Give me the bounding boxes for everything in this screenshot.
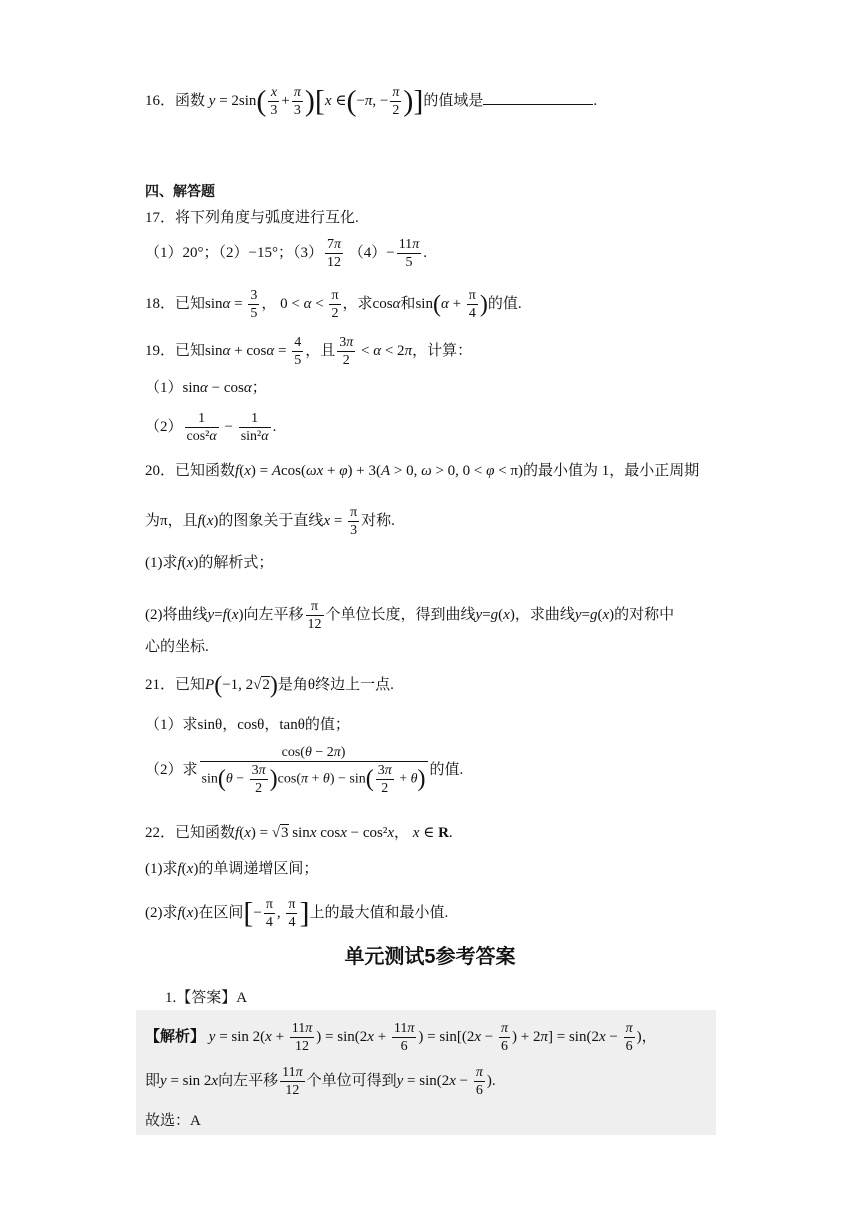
analysis-line-2: 即y = sin 2x向左平移 $\frac{11\pi}{12}$ 个单位可得到y = sin(2x − $\frac{\pi}{6}$ ). [145,1065,496,1098]
section-heading: 四、解答题 [145,183,215,199]
question-22-part2: (2)求f(x)在区间[− $\frac{\pi}{4}$ , $\frac{\pi}{4}$ ]上的最大值和最小值. [145,896,449,930]
question-20-part2: (2)将曲线y=f(x)向左平移 $\frac{\pi}{12}$ 个单位长度，得到曲线y=g(x)，求曲线y=g(x)的对称中 [145,599,675,632]
analysis-conclusion: 故选：A [145,1113,201,1129]
question-19-part2: （2） $\frac{1}{\text{cos²α}}$ − $\frac{1}{\text{sin²α}}$ . [145,411,277,444]
question-20-line2: 为π，且f(x)的图象关于直线x = $\frac{\pi}{3}$ 对称. [145,505,395,538]
question-22-part1: (1)求f(x)的单调递增区间； [145,861,319,877]
question-18: 18．已知sinα = $\frac{3}{5}$ ， 0 < α < $\frac{\pi}{2}$ ，求cosα和sin(α + $\frac{\pi}{4}$ )的值. [145,288,522,321]
question-21-part2: （2）求 cos(θ − 2π) sin(θ − $\frac{3\pi}{2}$ )cos(π + θ) − sin( $\frac{3\pi}{2}$ + θ) 的值. [145,745,464,796]
analysis-line-1: 【解析】 y = sin 2(x + $\frac{11\pi}{12}$ ) = sin(2x + $\frac{11\pi}{6}$ ) = sin[(2x − $\frac{\pi}{6}$ ) + 2π] = sin(2x − $\frac{\pi}{6}$ )， [145,1021,657,1054]
question-21-part1: （1）求sinθ，cosθ，tanθ的值； [145,717,350,733]
question-17: 17．将下列角度与弧度进行互化. [145,210,359,226]
question-20-part1: (1)求f(x)的解析式； [145,555,274,571]
question-21: 21．已知P(−1, 2√2)是角θ终边上一点. [145,672,394,699]
question-16: 16．函数 y = 2sin( $\frac{x}{3}$ + $\frac{\pi}{3}$ )[x ∈(−π, − $\frac{\pi}{2}$ )]的值域是 . [145,84,598,118]
question-19: 19．已知sinα + cosα = $\frac{4}{5}$ ，且 $\frac{3\pi}{2}$ < α < 2π，计算： [145,335,473,368]
answer-blank [483,90,593,105]
question-19-part1: （1）sinα − cosα； [145,380,267,396]
question-22: 22．已知函数f(x) = √3 sinx cosx − cos²x， x ∈ R. [145,825,453,841]
answer-section-title: 单元测试5参考答案 [344,946,516,968]
question-20: 20．已知函数f(x) = Acos(ωx + φ) + 3(A > 0, ω > 0, 0 < φ < π)的最小值为 1，最小正周期 [145,463,700,479]
question-17-parts: （1）20°；（2）−15°；（3） $\frac{7\pi}{12}$ （4）− $\frac{11\pi}{5}$ . [145,237,427,270]
answer-1-label: 1.【答案】A [165,990,248,1006]
question-20-part2-cont: 心的坐标. [145,639,209,655]
